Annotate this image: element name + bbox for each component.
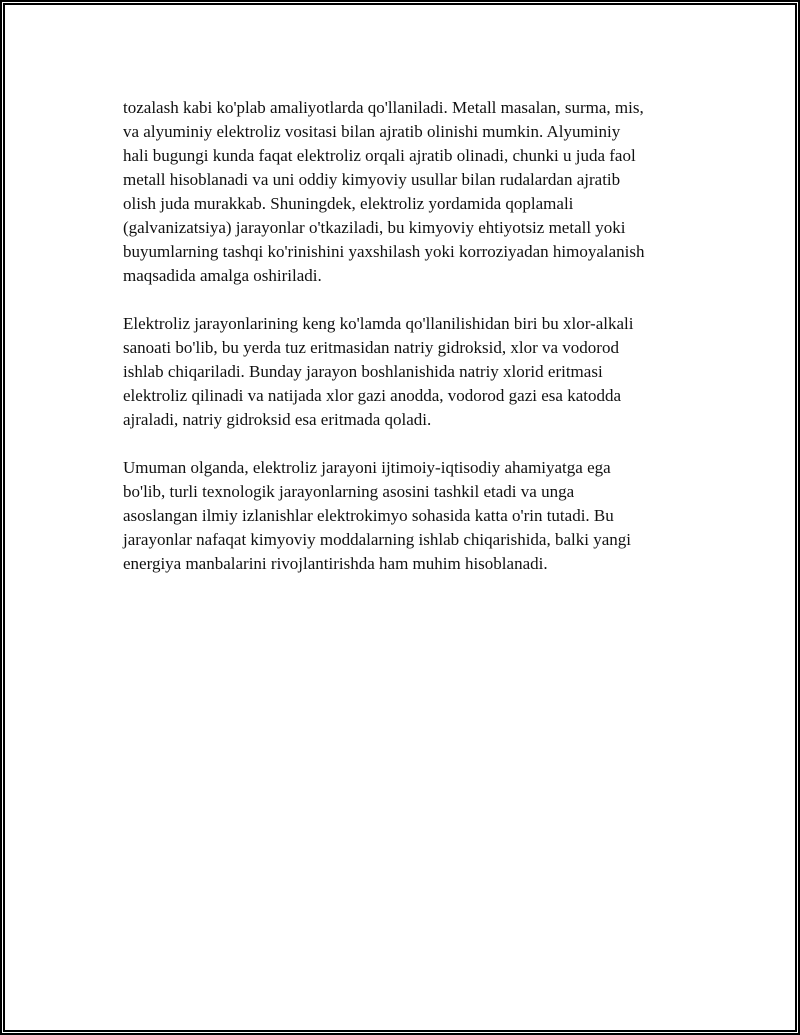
text-line: hali bugungi kunda faqat elektroliz orqali ajratib olinadi, chunki u juda faol <box>123 146 636 165</box>
text-line: elektroliz qilinadi va natijada xlor gazi anodda, vodorod gazi esa katodda <box>123 386 622 405</box>
text-line: (galvanizatsiya) jarayonlar o'tkaziladi, bu kimyoviy ehtiyotsiz metall yoki <box>123 218 626 237</box>
text-line: maqsadida amalga oshiriladi. <box>123 266 322 285</box>
text-line: Umuman olganda, elektroliz jarayoni ijtimoiy-iqtisodiy ahamiyatga ega <box>123 458 611 477</box>
paragraph-2 <box>123 312 713 432</box>
text-line: buyumlarning tashqi ko'rinishini yaxshilash yoki korroziyadan himoyalanish <box>123 242 645 261</box>
text-line: olish juda murakkab. Shuningdek, elektroliz yordamida qoplamali <box>123 194 574 213</box>
text-line: bo'lib, turli texnologik jarayonlarning asosini tashkil etadi va unga <box>123 482 575 501</box>
text-line: energiya manbalarini rivojlantirishda ham muhim hisoblanadi. <box>123 554 548 573</box>
text-line: ishlab chiqariladi. Bunday jarayon boshlanishida natriy xlorid eritmasi <box>123 362 603 381</box>
text-line: metall hisoblanadi va uni oddiy kimyoviy usullar bilan rudalardan ajratib <box>123 170 621 189</box>
text-line: asoslangan ilmiy izlanishlar elektrokimyo sohasida katta o'rin tutadi. Bu <box>123 506 614 525</box>
text-line: Elektroliz jarayonlarining keng ko'lamda qo'llanilishidan biri bu xlor-alkali <box>123 314 634 333</box>
text-line: ajraladi, natriy gidroksid esa eritmada qoladi. <box>123 410 432 429</box>
text-line: jarayonlar nafaqat kimyoviy moddalarning ishlab chiqarishida, balki yangi <box>123 530 631 549</box>
text-line: va alyuminiy elektroliz vositasi bilan ajratib olinishi mumkin. Alyuminiy <box>123 122 621 141</box>
text-line: tozalash kabi ko'plab amaliyotlarda qo'llaniladi. Metall masalan, surma, mis, <box>123 98 644 117</box>
document-body <box>123 96 713 600</box>
paragraph-1 <box>123 96 713 288</box>
paragraph-3 <box>123 456 713 576</box>
text-line: sanoati bo'lib, bu yerda tuz eritmasidan natriy gidroksid, xlor va vodorod <box>123 338 619 357</box>
